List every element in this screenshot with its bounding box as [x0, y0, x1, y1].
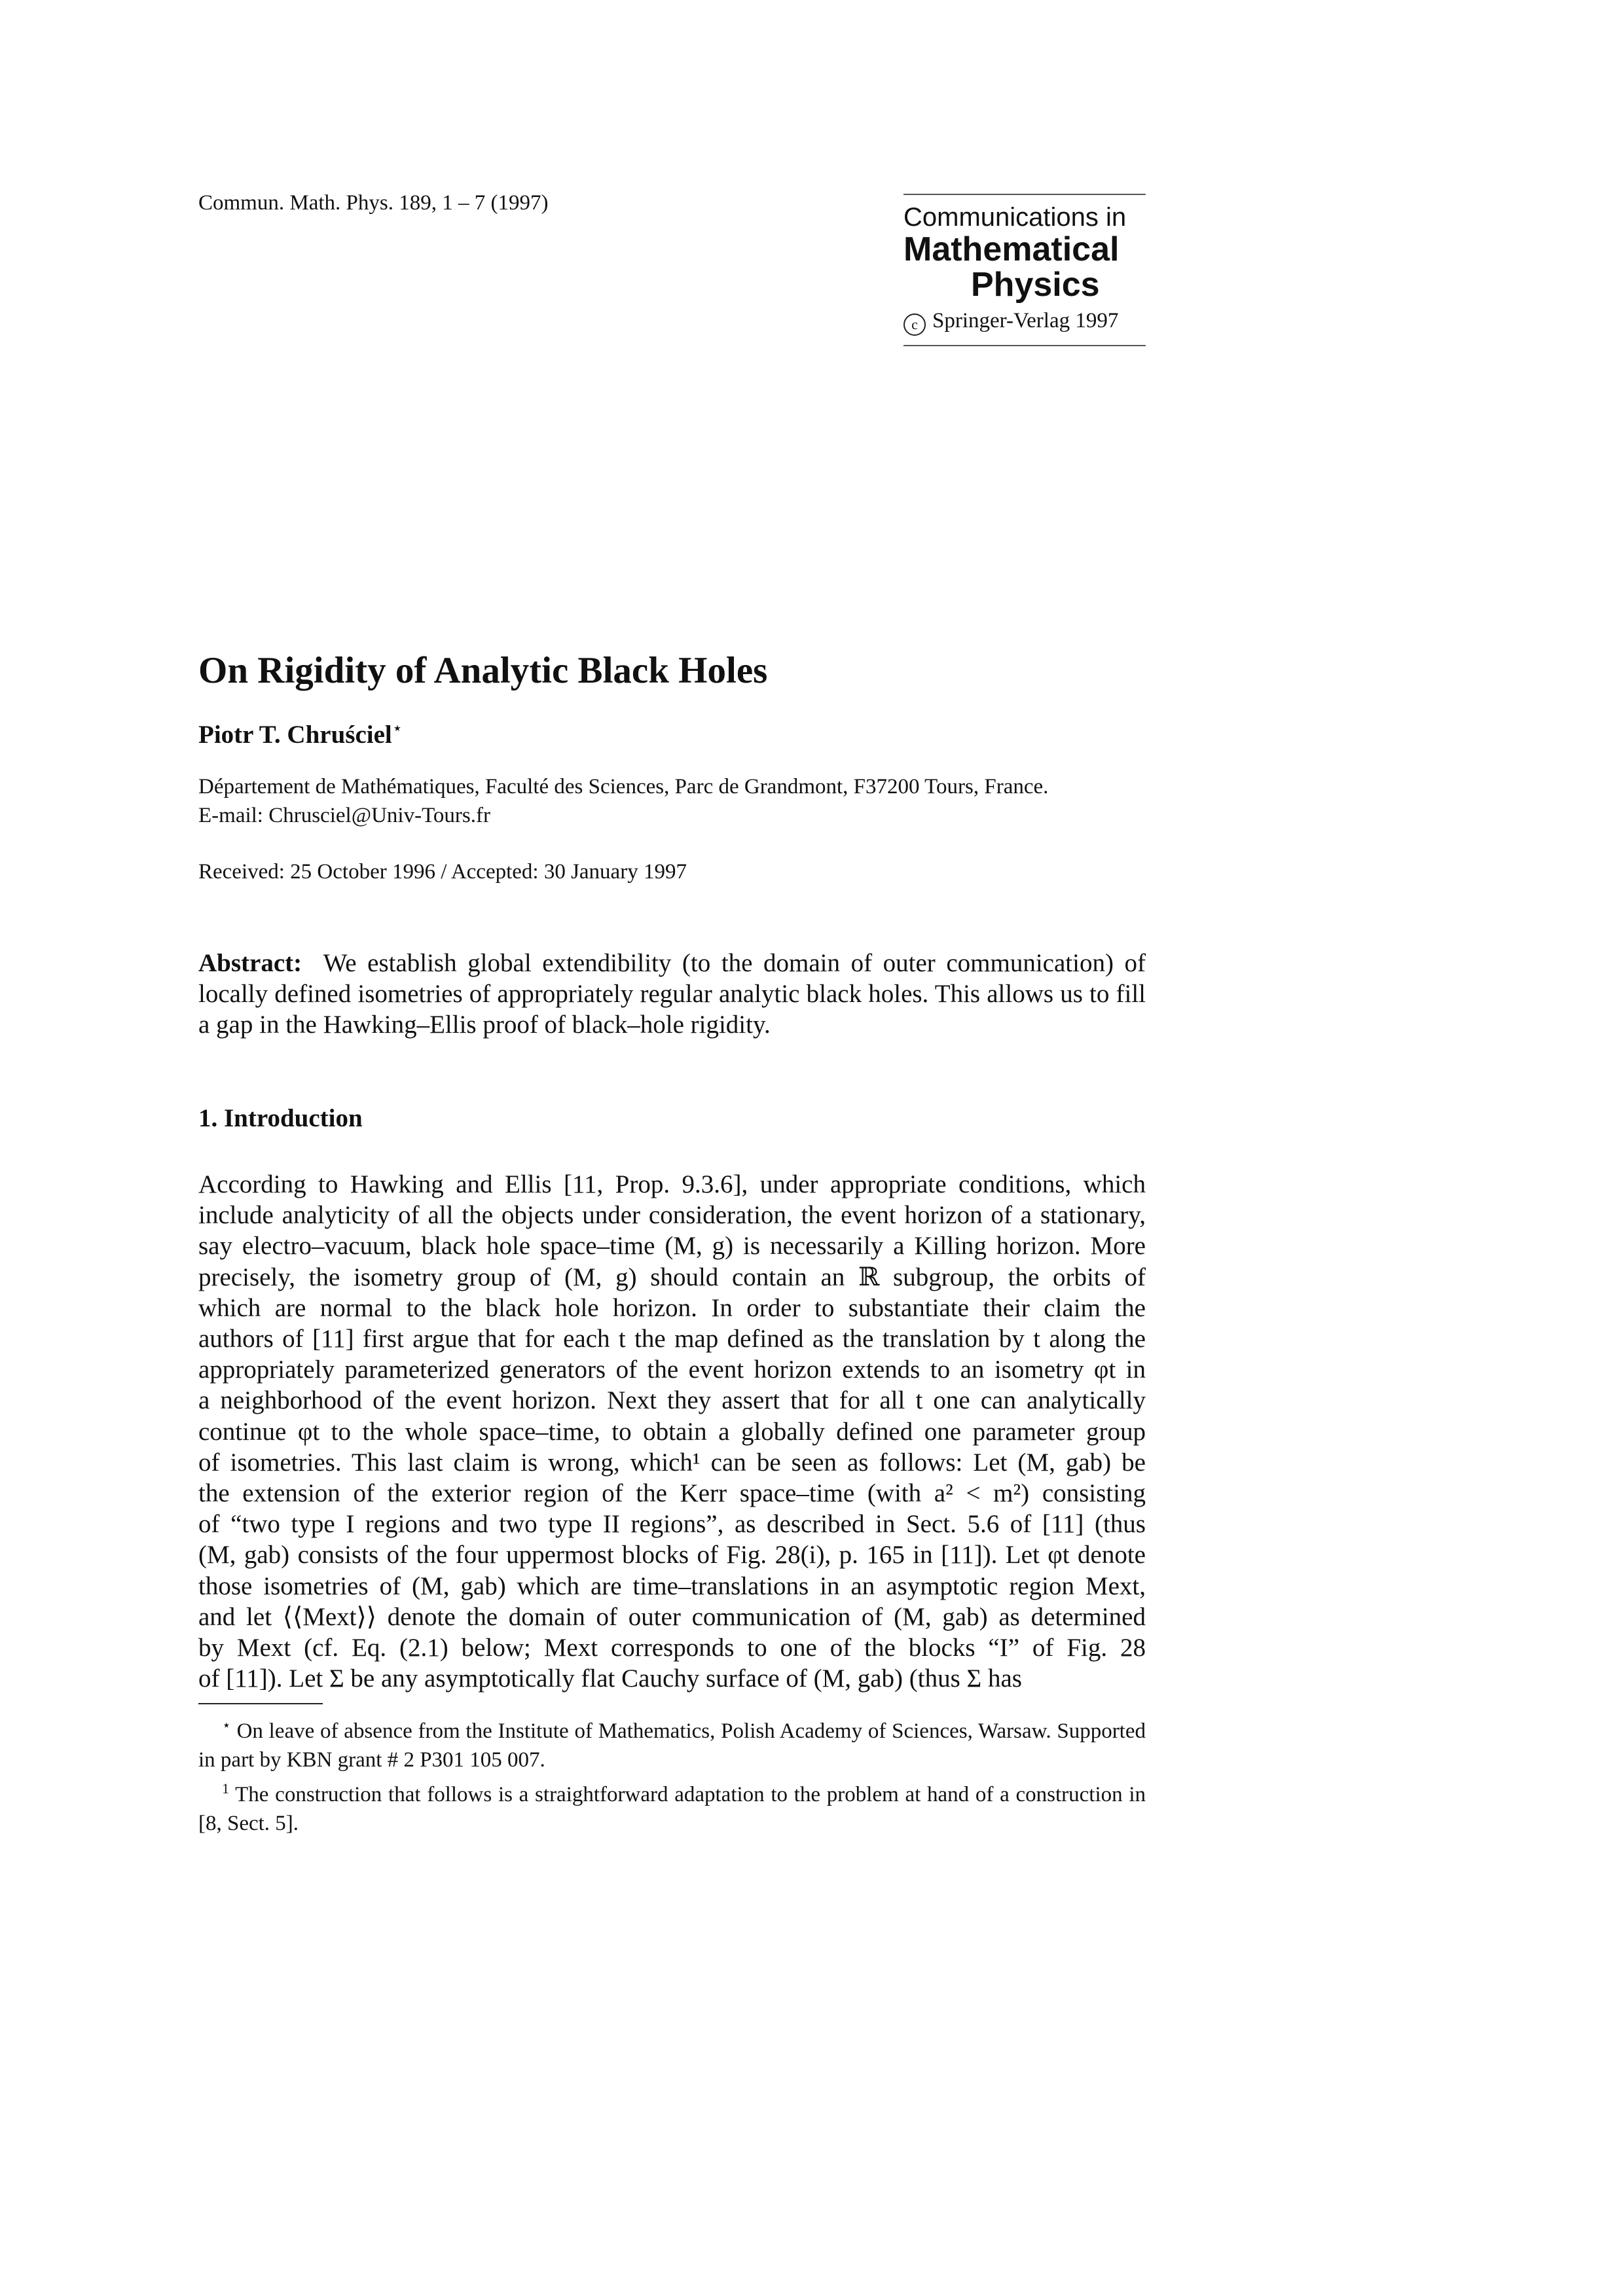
body-line: those isometries of (M, gab) which are time–translations in an asymptotic region Mext,: [198, 1571, 1146, 1600]
masthead-line-communications: Communications in: [903, 203, 1127, 232]
body-line: say electro–vacuum, black hole space–time (M, g) is necessarily a Killing horizon. More: [198, 1232, 1146, 1261]
body-line: of isometries. This last claim is wrong, which¹ can be seen as follows: Let (M, gab) be: [198, 1448, 1146, 1477]
body-line: a neighborhood of the event horizon. Next they assert that for all t one can analytically: [198, 1386, 1146, 1415]
footnote-1: [198, 1711, 1146, 1774]
author-email: E-mail: Chrusciel@Univ-Tours.fr: [198, 804, 490, 827]
section-heading: 1. Introduction: [198, 1104, 363, 1132]
copyright-icon: c: [903, 314, 926, 336]
masthead-copyright: [903, 306, 1146, 336]
footnote-2-mark: 1: [222, 1780, 229, 1797]
body-line: authors of [11] first argue that for each t the map defined as the translation by t along the: [198, 1325, 1146, 1354]
body-line: According to Hawking and Ellis [11, Prop. 9.3.6], under appropriate conditions, which: [198, 1170, 1146, 1198]
body-line: which are normal to the black hole horizon. In order to substantiate their claim the: [198, 1293, 1146, 1322]
author-footnote-mark: ⋆: [392, 719, 403, 738]
body-line: continue φt to the whole space–time, to obtain a globally defined one parameter group: [198, 1417, 1146, 1446]
masthead-line-mathematical: Mathematical: [903, 230, 1120, 268]
author-name: [198, 719, 403, 749]
abstract: [198, 948, 1146, 1040]
footnote-1-text: On leave of absence from the Institute of Mathematics, Polish Academy of Sciences, Warsaw. Supported in part by KBN grant # 2 P301 105 007.: [198, 1719, 1146, 1772]
abstract-label: Abstract:: [198, 949, 302, 977]
introduction-text: [198, 1169, 1146, 1694]
body-line: the extension of the exterior region of the Kerr space–time (with a² < m²) consisting: [198, 1479, 1146, 1508]
footnote-2: [198, 1774, 1146, 1838]
footnote-rule: [198, 1703, 323, 1704]
affiliation-block: [198, 772, 1048, 830]
body-line: of [11]). Let Σ be any asymptotically flat Cauchy surface of (M, gab) (thus Σ has: [198, 1664, 1022, 1693]
body-line: appropriately parameterized generators of the event horizon extends to an isometry φt in: [198, 1355, 1146, 1384]
footnotes: [198, 1711, 1146, 1838]
author-name-text: Piotr T. Chruściel: [198, 721, 392, 749]
masthead-bottom-rule: [903, 345, 1146, 346]
body-line: include analyticity of all the objects under consideration, the event horizon of a stationary,: [198, 1201, 1146, 1230]
abstract-text: We establish global extendibility (to the domain of outer communication) of locally defined isometries of appropriately regular analytic black holes. This allows us to fill a gap in the Hawking–Ellis proof of black–hole rigidity.: [198, 949, 1146, 1039]
journal-reference: Commun. Math. Phys. 189, 1 – 7 (1997): [198, 191, 549, 215]
footnote-2-text: The construction that follows is a straightforward adaptation to the problem at hand of a construction in [8, Sect. 5].: [198, 1783, 1146, 1835]
masthead-publisher: Springer-Verlag 1997: [932, 309, 1119, 332]
body-line: precisely, the isometry group of (M, g) should contain an ℝ subgroup, the orbits of: [198, 1263, 1146, 1291]
received-dates: Received: 25 October 1996 / Accepted: 30 January 1997: [198, 860, 687, 884]
body-line: by Mext (cf. Eq. (2.1) below; Mext corresponds to one of the blocks “I” of Fig. 28: [198, 1634, 1146, 1662]
paper-title: On Rigidity of Analytic Black Holes: [198, 650, 768, 691]
body-line: (M, gab) consists of the four uppermost blocks of Fig. 28(i), p. 165 in [11]). Let φt denote: [198, 1541, 1146, 1570]
masthead-line-physics: Physics: [971, 266, 1100, 304]
body-line: and let ⟨⟨Mext⟩⟩ denote the domain of outer communication of (M, gab) as determined: [198, 1602, 1146, 1631]
footnote-1-mark: ⋆: [222, 1717, 231, 1733]
affiliation: Département de Mathématiques, Faculté des Sciences, Parc de Grandmont, F37200 Tours, France.: [198, 775, 1049, 798]
body-line: of “two type I regions and two type II regions”, as described in Sect. 5.6 of [11] (thus: [198, 1510, 1146, 1539]
masthead-top-rule: [903, 194, 1146, 195]
journal-masthead: [903, 194, 1146, 346]
